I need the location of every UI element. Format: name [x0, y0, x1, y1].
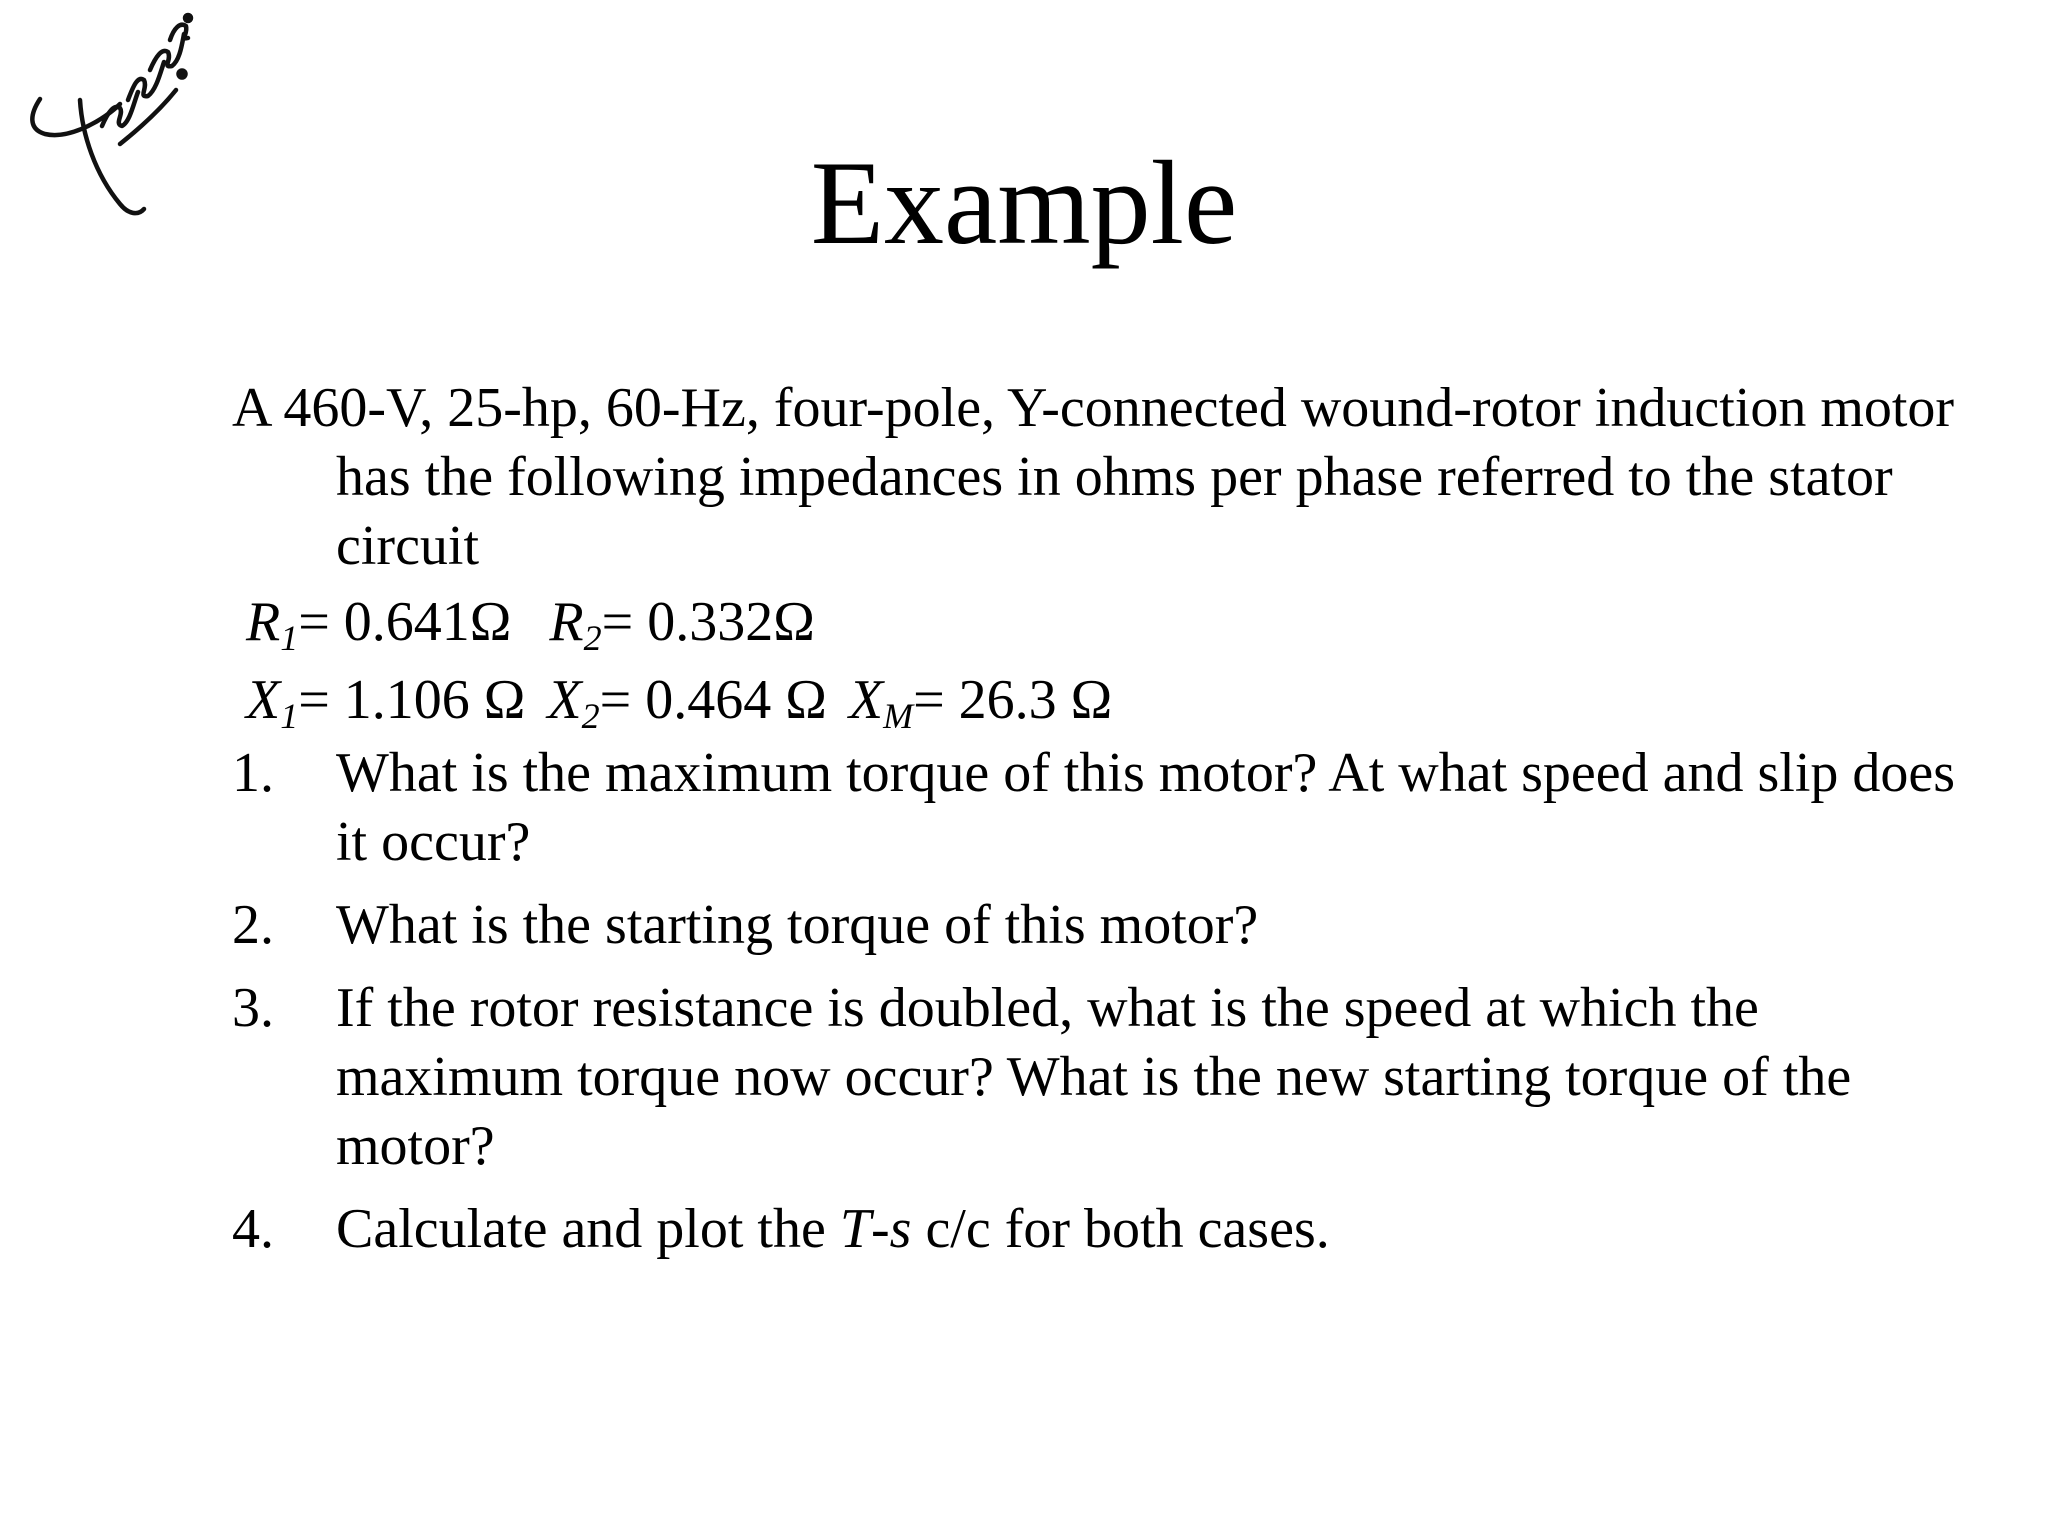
r1-subscript: 1 — [280, 618, 299, 658]
question-number: 3. — [232, 977, 274, 1039]
x1-symbol: X — [246, 669, 281, 731]
question-number: 4. — [232, 1198, 274, 1260]
question-text-pre: Calculate and plot the — [336, 1198, 840, 1260]
xm-symbol: X — [848, 669, 884, 731]
slip-symbol: s — [889, 1198, 912, 1260]
question-item — [232, 1195, 1972, 1264]
question-number: 2. — [232, 894, 274, 956]
r1-symbol: R — [246, 591, 281, 653]
x1-value: = 1.106 Ω — [298, 669, 526, 731]
question-item — [232, 739, 1972, 877]
r2-symbol: R — [549, 591, 584, 653]
x2-subscript: 2 — [581, 696, 600, 736]
xm-subscript: M — [883, 696, 914, 736]
r1-value: = 0.641Ω — [298, 591, 512, 653]
question-text: What is the starting torque of this motor? — [336, 894, 1259, 956]
x1-subscript: 1 — [280, 696, 299, 736]
reactance-parameters — [232, 663, 1972, 737]
x2-value: = 0.464 Ω — [599, 669, 827, 731]
xm-value: = 26.3 Ω — [913, 669, 1113, 731]
question-list — [232, 739, 1972, 1264]
question-item — [232, 891, 1972, 960]
question-text: If the rotor resistance is doubled, what is the speed at which the maximum torque now occur? What is the new starting torque of the motor? — [336, 977, 1852, 1177]
slide-title: Example — [810, 136, 1238, 269]
x2-symbol: X — [547, 669, 582, 731]
torque-symbol: T — [839, 1198, 871, 1260]
slide-body — [232, 374, 1972, 1278]
question-text — [336, 1198, 1330, 1260]
r2-subscript: 2 — [583, 618, 602, 658]
question-number: 1. — [232, 742, 274, 804]
question-text: What is the maximum torque of this motor? At what speed and slip does it occur? — [336, 742, 1956, 873]
intro-paragraph: A 460-V, 25-hp, 60-Hz, four-pole, Y-connected wound-rotor induction motor has the following impedances in ohms per phase referred to the stator circuit — [232, 377, 1955, 577]
question-text-post: c/c for both cases. — [911, 1198, 1330, 1260]
resistance-parameters — [232, 585, 1972, 659]
question-item — [232, 974, 1972, 1181]
dash: - — [871, 1198, 890, 1260]
r2-value: = 0.332Ω — [601, 591, 815, 653]
